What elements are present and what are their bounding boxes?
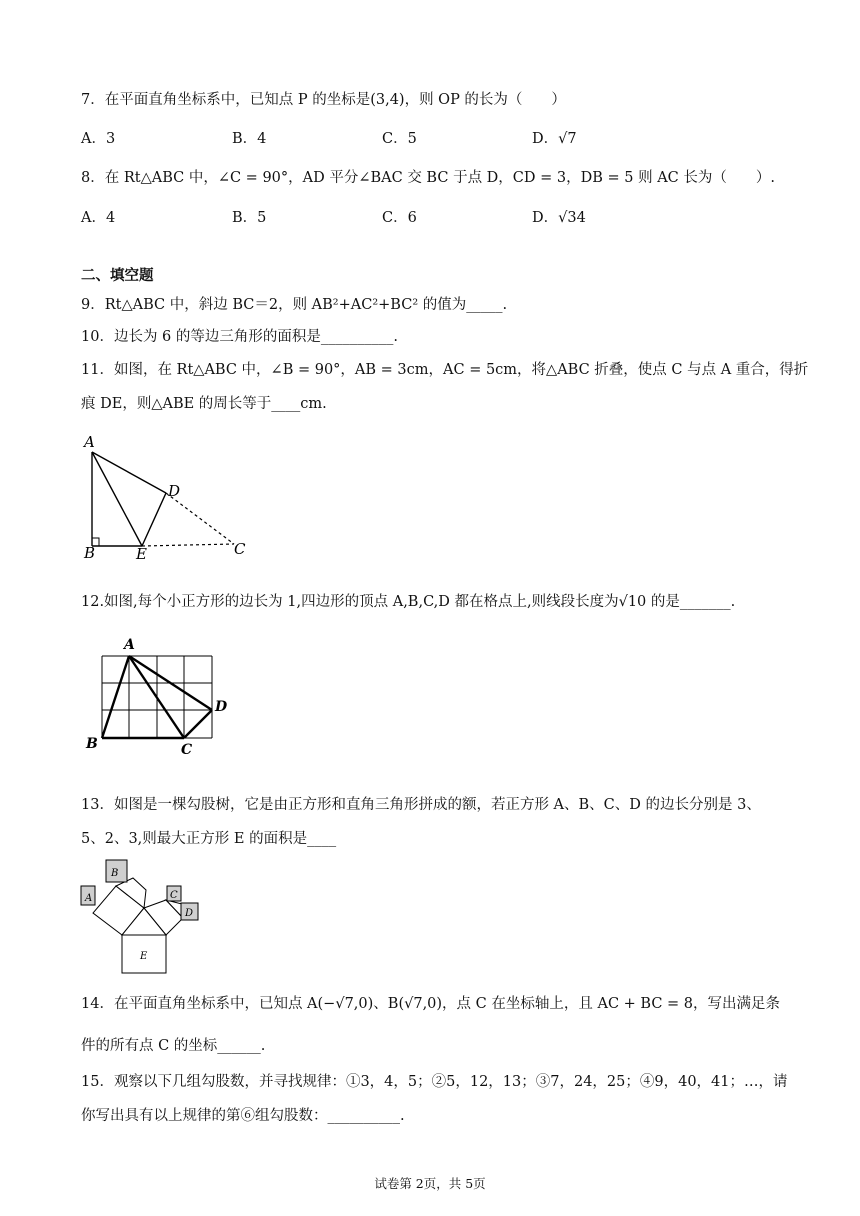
q11-label-b: B	[84, 544, 96, 560]
q8-option-d: D．√34	[532, 210, 586, 226]
q13-line1: 13．如图是一棵勾股树，它是由正方形和直角三角形拼成的额，若正方形 A、B、C、D 的边长分别是 3、	[81, 797, 761, 813]
q15-line1: 15．观察以下几组勾股数，并寻找规律：①3，4，5；②5，12，13；③7，24，25；④9，40，41；…，请	[81, 1074, 788, 1090]
q11-label-a: A	[84, 433, 95, 451]
q8-option-b: B．5	[232, 210, 267, 226]
q7-option-c: C．5	[382, 131, 417, 147]
section-title-fill-blank: 二、填空题	[81, 268, 154, 284]
q12-label-b: B	[86, 736, 98, 752]
q8-option-c: C．6	[382, 210, 417, 226]
q13-label-b: B	[111, 868, 119, 879]
q11-line1: 11．如图，在 Rt△ABC 中，∠B = 90°，AB = 3cm，AC = 5cm，将△ABC 折叠，使点 C 与点 A 重合，得折	[81, 362, 809, 378]
q7-option-b: B．4	[232, 131, 267, 147]
q12-stem: 12.如图,每个小正方形的边长为 1,四边形的顶点 A,B,C,D 都在格点上,则线段长度为√10 的是_______.	[81, 594, 736, 610]
q11-figure	[80, 430, 260, 560]
q13-label-a: A	[85, 893, 93, 904]
q11-label-c: C	[234, 540, 246, 558]
q8-option-a: A．4	[81, 210, 116, 226]
q12-label-c: C	[181, 742, 193, 758]
q13-label-c: C	[170, 890, 178, 901]
q11-label-d: D	[168, 482, 181, 500]
q13-label-d: D	[185, 908, 194, 919]
q13-figure	[78, 856, 218, 976]
q11-line2: 痕 DE，则△ABE 的周长等于____cm.	[81, 396, 327, 412]
page-footer: 试卷第 2页，共 5页	[374, 1176, 486, 1191]
q7-option-d: D．√7	[532, 131, 577, 147]
q13-label-e: E	[140, 951, 148, 962]
q14-line2: 件的所有点 C 的坐标______.	[81, 1038, 266, 1054]
q12-label-d: D	[215, 699, 228, 715]
q7-option-a: A．3	[81, 131, 116, 147]
q7-stem: 7．在平面直角坐标系中，已知点 P 的坐标是(3,4)，则 OP 的长为（ ）	[81, 92, 566, 108]
q12-label-a: A	[124, 637, 135, 653]
q11-label-e: E	[136, 545, 147, 560]
q8-stem: 8．在 Rt△ABC 中，∠C = 90°，AD 平分∠BAC 交 BC 于点 D，CD = 3，DB = 5 则 AC 长为（ ）.	[81, 170, 775, 186]
q14-line1: 14．在平面直角坐标系中，已知点 A(−√7,0)、B(√7,0)，点 C 在坐标轴上，且 AC + BC = 8，写出满足条	[81, 996, 781, 1012]
q12-figure	[80, 630, 240, 760]
q9-stem: 9．Rt△ABC 中，斜边 BC＝2，则 AB²+AC²+BC² 的值为_____.	[81, 297, 508, 313]
q15-line2: 你写出具有以上规律的第⑥组勾股数：__________.	[81, 1108, 405, 1124]
q10-stem: 10．边长为 6 的等边三角形的面积是__________.	[81, 329, 399, 345]
q13-line2: 5、2、3,则最大正方形 E 的面积是____	[81, 831, 337, 847]
